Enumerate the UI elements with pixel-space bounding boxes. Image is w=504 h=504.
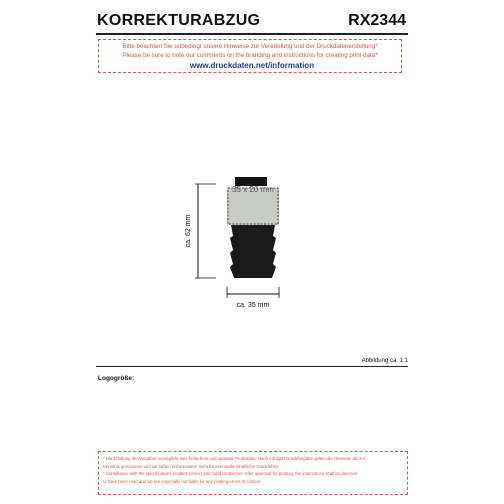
disclaimer-line: * Die Erfüllung der Vorgaben ermöglicht eine fehlerfreie und optimale Produktion. Nach erfolgter Druckfreigabe gelten die Hinweise als zur (103, 456, 366, 461)
imprint-size-label: 35 x 20 mm (232, 185, 274, 194)
scale-caption: Abbildung ca. 1:1 (361, 358, 408, 364)
disclaimer-line: to have been read and we are especially not liable for any printing errors in content. (103, 478, 262, 484)
notice-line-german: Bitte beachten Sie unbedingt unsere Hinweise zur Veredelung und der Druckdatenerstellung* (122, 43, 378, 50)
page-title: KORREKTURABZUG (97, 12, 261, 29)
information-link[interactable]: www.druckdaten.net/information (189, 61, 315, 70)
notice-line-english: Please be sure to note our comments on the branding and instructions for creating print data* (122, 52, 378, 59)
stopper-plug (230, 225, 276, 278)
disclaimer-box (98, 451, 408, 495)
logo-size-label: Logogröße: (98, 375, 135, 382)
footer-rule (96, 366, 408, 367)
product-code: RX2344 (348, 12, 406, 29)
height-dimension-label: ca. 62 mm (185, 214, 192, 248)
disclaimer-line: * Compliance with the specifications enables correct and rapid production. After approval for printing, the instructions shall be deemed (103, 471, 357, 476)
disclaimer-line: Kenntnis genommen und wir haften insbesondere nicht für eventuelle inhaltliche Druckfehler. (103, 463, 280, 469)
width-dimension-label: ca. 35 mm (236, 302, 270, 309)
